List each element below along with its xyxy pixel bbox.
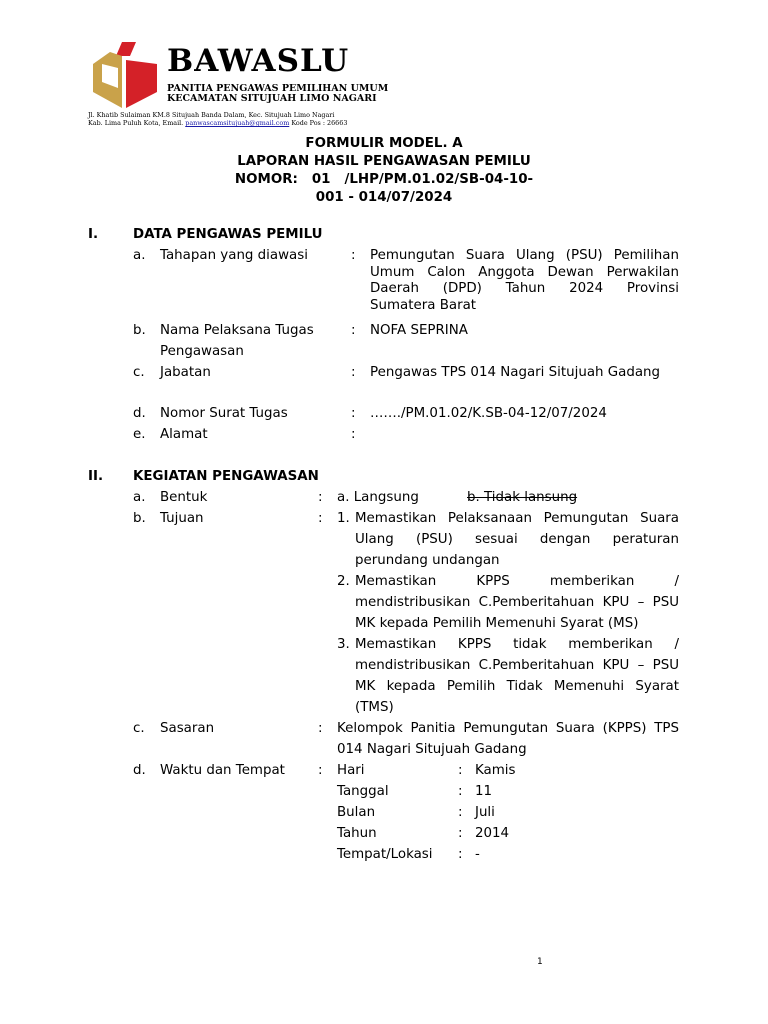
row-letter: a. bbox=[133, 248, 146, 263]
report-title: LAPORAN HASIL PENGAWASAN PEMILU bbox=[237, 154, 531, 169]
bentuk-option-langsung: a. Langsung bbox=[337, 490, 419, 505]
colon: : bbox=[458, 763, 463, 778]
waktu-value-tahun: 2014 bbox=[475, 826, 510, 841]
row-letter: c. bbox=[133, 365, 145, 380]
list-line: mendistribusikan C.Pemberitahuan KPU – PSU bbox=[355, 658, 679, 673]
colon: : bbox=[351, 323, 356, 338]
colon: : bbox=[318, 721, 323, 736]
section-1-number: I. bbox=[88, 227, 99, 242]
row-letter: e. bbox=[133, 427, 146, 442]
row-label-nama-cont: Pengawasan bbox=[160, 344, 244, 359]
list-number: 2. bbox=[337, 574, 350, 589]
list-line: MK kepada Pemilih Tidak Memenuhi Syarat bbox=[355, 679, 679, 694]
waktu-label-tempat: Tempat/Lokasi bbox=[337, 847, 433, 862]
row-letter: b. bbox=[133, 511, 146, 526]
row-label-alamat: Alamat bbox=[160, 427, 208, 442]
row-letter: c. bbox=[133, 721, 145, 736]
row-label-tahapan: Tahapan yang diawasi bbox=[160, 248, 308, 263]
address-line-2 bbox=[88, 119, 347, 127]
colon: : bbox=[458, 805, 463, 820]
colon: : bbox=[458, 826, 463, 841]
list-line: Memastikan KPPS tidak memberikan / bbox=[355, 637, 679, 652]
row-letter: d. bbox=[133, 763, 146, 778]
value-nomor-surat: ……./PM.01.02/K.SB-04-12/07/2024 bbox=[370, 406, 607, 421]
row-label-tujuan: Tujuan bbox=[160, 511, 204, 526]
email-link[interactable]: panwascamsitujuah@gmail.com bbox=[185, 119, 290, 127]
row-letter: d. bbox=[133, 406, 146, 421]
list-line: mendistribusikan C.Pemberitahuan KPU – PSU bbox=[355, 595, 679, 610]
colon: : bbox=[351, 406, 356, 421]
org-subtitle-2: KECAMATAN SITUJUAH LIMO NAGARI bbox=[167, 93, 377, 104]
list-line: Memastikan KPPS memberikan / bbox=[355, 574, 679, 589]
row-label-nama: Nama Pelaksana Tugas bbox=[160, 323, 314, 338]
list-line: MK kepada Pemilih Memenuhi Syarat (MS) bbox=[355, 616, 639, 631]
list-item-tujuan-3 bbox=[355, 634, 679, 718]
waktu-value-tanggal: 11 bbox=[475, 784, 493, 799]
org-subtitle-1: PANITIA PENGAWAS PEMILIHAN UMUM bbox=[167, 83, 389, 94]
waktu-label-tahun: Tahun bbox=[337, 826, 377, 841]
list-number: 3. bbox=[337, 637, 350, 652]
colon: : bbox=[458, 847, 463, 862]
row-label-waktu: Waktu dan Tempat bbox=[160, 763, 285, 778]
row-label-jabatan: Jabatan bbox=[160, 365, 211, 380]
colon: : bbox=[351, 427, 356, 442]
value-line: Pemungutan Suara Ulang (PSU) Pemilihan bbox=[370, 248, 679, 263]
form-title: FORMULIR MODEL. A bbox=[305, 136, 463, 151]
list-item-tujuan-2 bbox=[355, 571, 679, 634]
value-line: Kelompok Panitia Pemungutan Suara (KPPS) TPS bbox=[337, 721, 679, 736]
value-line: Sumatera Barat bbox=[370, 297, 477, 313]
value-sasaran bbox=[337, 718, 679, 760]
row-label-sasaran: Sasaran bbox=[160, 721, 215, 736]
colon: : bbox=[351, 248, 356, 263]
colon: : bbox=[318, 763, 323, 778]
row-label-bentuk: Bentuk bbox=[160, 490, 208, 505]
section-2-number: II. bbox=[88, 469, 104, 484]
address-prefix: Kab. Lima Puluh Kota, Email. bbox=[88, 119, 184, 127]
report-number: NOMOR: 01 /LHP/PM.01.02/SB-04-10- bbox=[234, 172, 534, 187]
list-line: Memastikan Pelaksanaan Pemungutan Suara bbox=[355, 511, 679, 526]
waktu-label-hari: Hari bbox=[337, 763, 365, 778]
list-number: 1. bbox=[337, 511, 350, 526]
list-line: perundang undangan bbox=[355, 553, 500, 568]
bentuk-option-tidak-langsung: b. Tidak lansung bbox=[467, 490, 578, 505]
value-nama: NOFA SEPRINA bbox=[370, 323, 468, 338]
waktu-value-hari: Kamis bbox=[475, 763, 516, 778]
list-line: Ulang (PSU) sesuai dengan peraturan bbox=[355, 532, 679, 547]
colon: : bbox=[458, 784, 463, 799]
list-item-tujuan-1 bbox=[355, 508, 679, 571]
colon: : bbox=[318, 490, 323, 505]
colon: : bbox=[318, 511, 323, 526]
list-line: (TMS) bbox=[355, 700, 394, 715]
row-letter: b. bbox=[133, 323, 146, 338]
colon: : bbox=[351, 365, 356, 380]
section-2-title: KEGIATAN PENGAWASAN bbox=[133, 469, 319, 484]
bawaslu-logo-icon bbox=[90, 42, 160, 110]
org-name: BAWASLU bbox=[167, 43, 350, 79]
waktu-label-bulan: Bulan bbox=[337, 805, 376, 820]
row-label-nomor-surat: Nomor Surat Tugas bbox=[160, 406, 288, 421]
value-jabatan: Pengawas TPS 014 Nagari Situjuah Gadang bbox=[370, 365, 661, 380]
page-number: 1 bbox=[537, 957, 543, 967]
value-tahapan bbox=[370, 248, 679, 314]
value-line: Daerah (DPD) Tahun 2024 Provinsi bbox=[370, 281, 679, 296]
waktu-value-bulan: Juli bbox=[475, 805, 495, 820]
address-line-1: Jl. Khatib Sulaiman KM.8 Situjuah Banda Dalam, Kec. Situjuah Limo Nagari bbox=[88, 111, 335, 119]
value-line: Umum Calon Anggota Dewan Perwakilan bbox=[370, 264, 679, 280]
postal-code: Kode Pos : 26663 bbox=[291, 119, 348, 127]
report-number-cont: 001 - 014/07/2024 bbox=[315, 190, 453, 205]
section-1-title: DATA PENGAWAS PEMILU bbox=[133, 227, 323, 242]
waktu-label-tanggal: Tanggal bbox=[337, 784, 389, 799]
value-line: 014 Nagari Situjuah Gadang bbox=[337, 742, 527, 757]
row-letter: a. bbox=[133, 490, 146, 505]
waktu-value-tempat: - bbox=[475, 847, 480, 862]
